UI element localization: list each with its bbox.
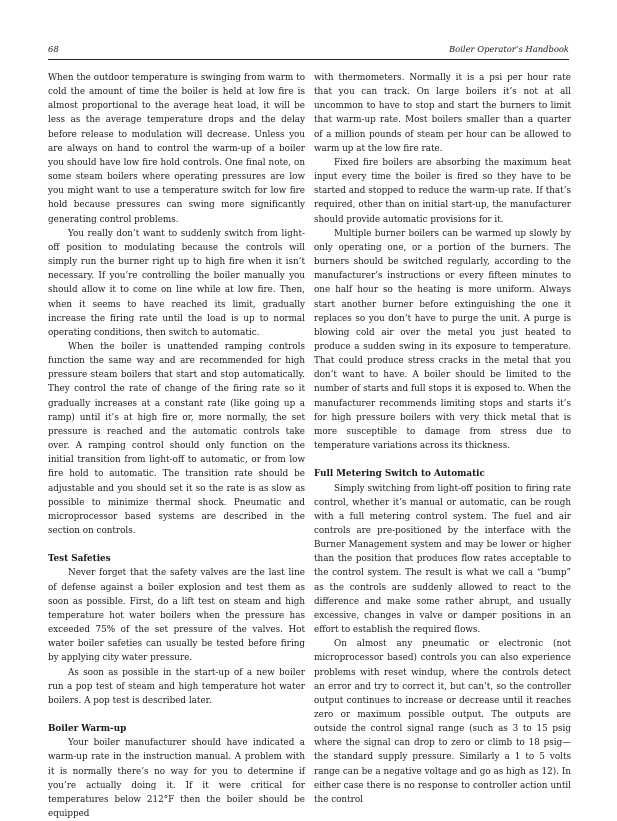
book-title: Boiler Operator’s Handbook — [449, 44, 569, 54]
header-rule — [48, 59, 569, 60]
paragraph: Simply switching from light-off position to firing rate control, whether it’s manual or automatic, can be rough with a full metering control system. The fuel and air controls are pre-positioned by the interface with the Burner Management system and may be lower or higher than the position that produces flow rates acceptable to the control system. The result is what we call a “bump” as the controls are suddenly allowed to react to the difference and make some rather abrupt, and usually excessive, changes in valve or damper positions in an effort to establish the required flows. — [314, 483, 571, 636]
right-column — [314, 71, 571, 807]
paragraph: with thermometers. Normally it is a psi per hour rate that you can track. On large boilers it’s not at all uncommon to have to stop and start the burners to limit that warm-up rate. Most boilers smaller than a quarter of a million pounds of steam per hour can be allowed to warm up at the low fire rate. — [314, 73, 571, 154]
paragraph: When the outdoor temperature is swinging from warm to cold the amount of time the boiler is held at low fire is almost proportional to the average heat load, it will be less as the average temperature drops and the delay before release to modulation will decrease. Unless you are always on hand to control the warm-up of a boiler you should have low fire hold controls. One final note, on some steam boilers where operating pressures are low you might want to use a temperature switch for low fire hold because pressures can swing more significantly generating control problems. — [48, 73, 305, 225]
paragraph: As soon as possible in the start-up of a new boiler run a pop test of steam and high temperature hot water boilers. A pop test is described later. — [48, 667, 305, 706]
paragraph: Never forget that the safety valves are the last line of defense against a boiler explosion and test them as soon as possible. First, do a lift test on steam and high temperature hot water boilers when the pressure has exceeded 75% of the set pressure of the valves. Hot water boiler safeties can usually be tested before firing by applying city water pressure. — [48, 568, 305, 664]
paragraph: Your boiler manufacturer should have indicated a warm-up rate in the instruction manual. A problem with it is normally there’s no way for you to determine if you’re actually doing it. If it were critical for temperatures below 212°F then the boiler should be equipped — [48, 738, 305, 820]
section-heading-full-metering: Full Metering Switch to Automatic — [314, 469, 485, 480]
paragraph: On almost any pneumatic or electronic (not microprocessor based) controls you can also experience problems with reset windup, where the controls detect an error and try to correct it, but can’t, so the controller output continues to increase or decrease until it reaches zero or maximum possible output. The outputs are outside the control signal range (such as 3 to 15 psig where the signal can drop to zero or climb to 18 psig—the standard supply pressure. Similarly a 1 to 5 volts range can be a negative voltage and go as high as 12). In either case there is no response to controller action until the control — [314, 639, 571, 805]
section-heading-test-safeties: Test Safeties — [48, 554, 111, 565]
page-number: 68 — [48, 44, 59, 54]
paragraph: Fixed fire boilers are absorbing the maximum heat input every time the boiler is fired so they have to be started and stopped to reduce the warm-up rate. If that’s required, other than on initial start-up, the manufacturer should provide automatic provisions for it. — [314, 157, 571, 225]
paragraph: Multiple burner boilers can be warmed up slowly by only operating one, or a portion of the burners. The burners should be switched regularly, according to the manufacturer’s instructions or every fifteen minutes to one half hour so the heating is more uniform. Always start another burner before extinguishing the one it replaces so you don’t have to purge the unit. A purge is blowing cold air over the metal you just heated to produce a sudden swing in its exposure to temperature. That could produce stress cracks in the metal that you don’t want to have. A boiler should be limited to the number of starts and full stops it is exposed to. When the manufacturer recommends limiting stops and starts it’s for high pressure boilers with very thick metal that is more susceptible to damage from stress due to temperature variations across its thickness. — [314, 228, 571, 452]
left-column — [48, 71, 305, 821]
paragraph: You really don’t want to suddenly switch from light-off position to modulating because the controls will simply run the burner right up to high fire when it isn’t necessary. If you’re controlling the boiler manually you should allow it to come on line while at low fire. Then, when it seems to have reached its limit, gradually increase the firing rate until the load is up to normal operating conditions, then switch to automatic. — [48, 228, 305, 338]
paragraph: When the boiler is unattended ramping controls function the same way and are recommended for high pressure steam boilers that start and stop automatically. They control the rate of change of the firing rate so it gradually increases at a constant rate (like going up a ramp) until it’s at high fire or, more normally, the set pressure is reached and the automatic controls take over. A ramping control should only function on the initial transition from light-off to automatic, or from low fire hold to automatic. The transition rate should be adjustable and you should set it so the rate is as slow as possible to minimize thermal shock. Pneumatic and microprocessor based systems are described in the section on controls. — [48, 341, 305, 536]
section-heading-boiler-warm-up: Boiler Warm-up — [48, 724, 127, 735]
running-header — [48, 44, 569, 56]
